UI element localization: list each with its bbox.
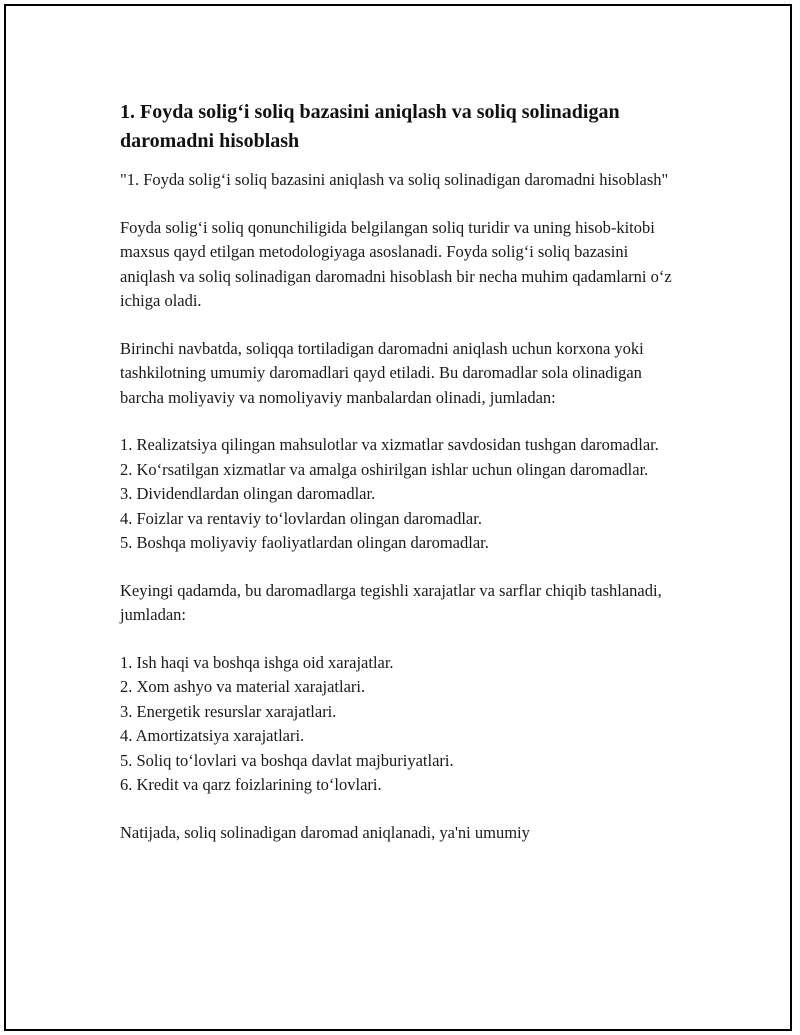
document-body	[120, 98, 680, 845]
quoted-title-paragraph: "1. Foyda solig‘i soliq bazasini aniqlash va soliq solinadigan daromadni hisoblash"	[120, 170, 669, 189]
document-title: 1. Foyda solig‘i soliq bazasini aniqlash va soliq solinadigan daromadni hisoblash	[120, 101, 620, 152]
expense-list	[120, 651, 680, 798]
list-item: 6. Kredit va qarz foizlarining to‘lovlari.	[120, 775, 382, 794]
list-item: 5. Boshqa moliyaviy faoliyatlardan olingan daromadlar.	[120, 533, 489, 552]
list-item: 4. Foizlar va rentaviy to‘lovlardan olingan daromadlar.	[120, 508, 482, 528]
income-intro-paragraph: Birinchi navbatda, soliqqa tortiladigan daromadni aniqlash uchun korxona yoki tashkilotning umumiy daromadlari qayd etiladi. Bu daromadlar sola olinadigan barcha moliyaviy va nomoliyaviy manbalardan olinadi, jumladan:	[120, 338, 644, 407]
list-item: 1. Ish haqi va boshqa ishga oid xarajatlar.	[120, 652, 394, 672]
list-item: 4. Amortizatsiya xarajatlari.	[120, 726, 305, 745]
page-frame	[4, 4, 792, 1031]
list-item: 3. Energetik resurslar xarajatlari.	[120, 701, 337, 721]
list-item: 2. Xom ashyo va material xarajatlari.	[120, 677, 366, 696]
list-item: 1. Realizatsiya qilingan mahsulotlar va xizmatlar savdosidan tushgan daromadlar.	[120, 435, 659, 454]
expense-intro-paragraph: Keyingi qadamda, bu daromadlarga tegishli xarajatlar va sarflar chiqib tashlanadi, jumladan:	[120, 580, 662, 624]
list-item: 2. Ko‘rsatilgan xizmatlar va amalga oshirilgan ishlar uchun olingan daromadlar.	[120, 459, 649, 479]
conclusion-paragraph: Natijada, soliq solinadigan daromad aniqlanadi, ya'ni umumiy	[120, 822, 530, 842]
list-item: 3. Dividendlardan olingan daromadlar.	[120, 484, 376, 503]
intro-paragraph: Foyda solig‘i soliq qonunchiligida belgilangan soliq turidir va uning hisob-kitobi maxsus qayd etilgan metodologiyaga asoslanadi. Foyda solig‘i soliq bazasini aniqlash va soliq solinadigan daromadni hisoblash bir necha muhim qadamlarni o‘z ichiga oladi.	[120, 217, 672, 310]
income-list	[120, 433, 680, 556]
list-item: 5. Soliq to‘lovlari va boshqa davlat majburiyatlari.	[120, 750, 454, 770]
